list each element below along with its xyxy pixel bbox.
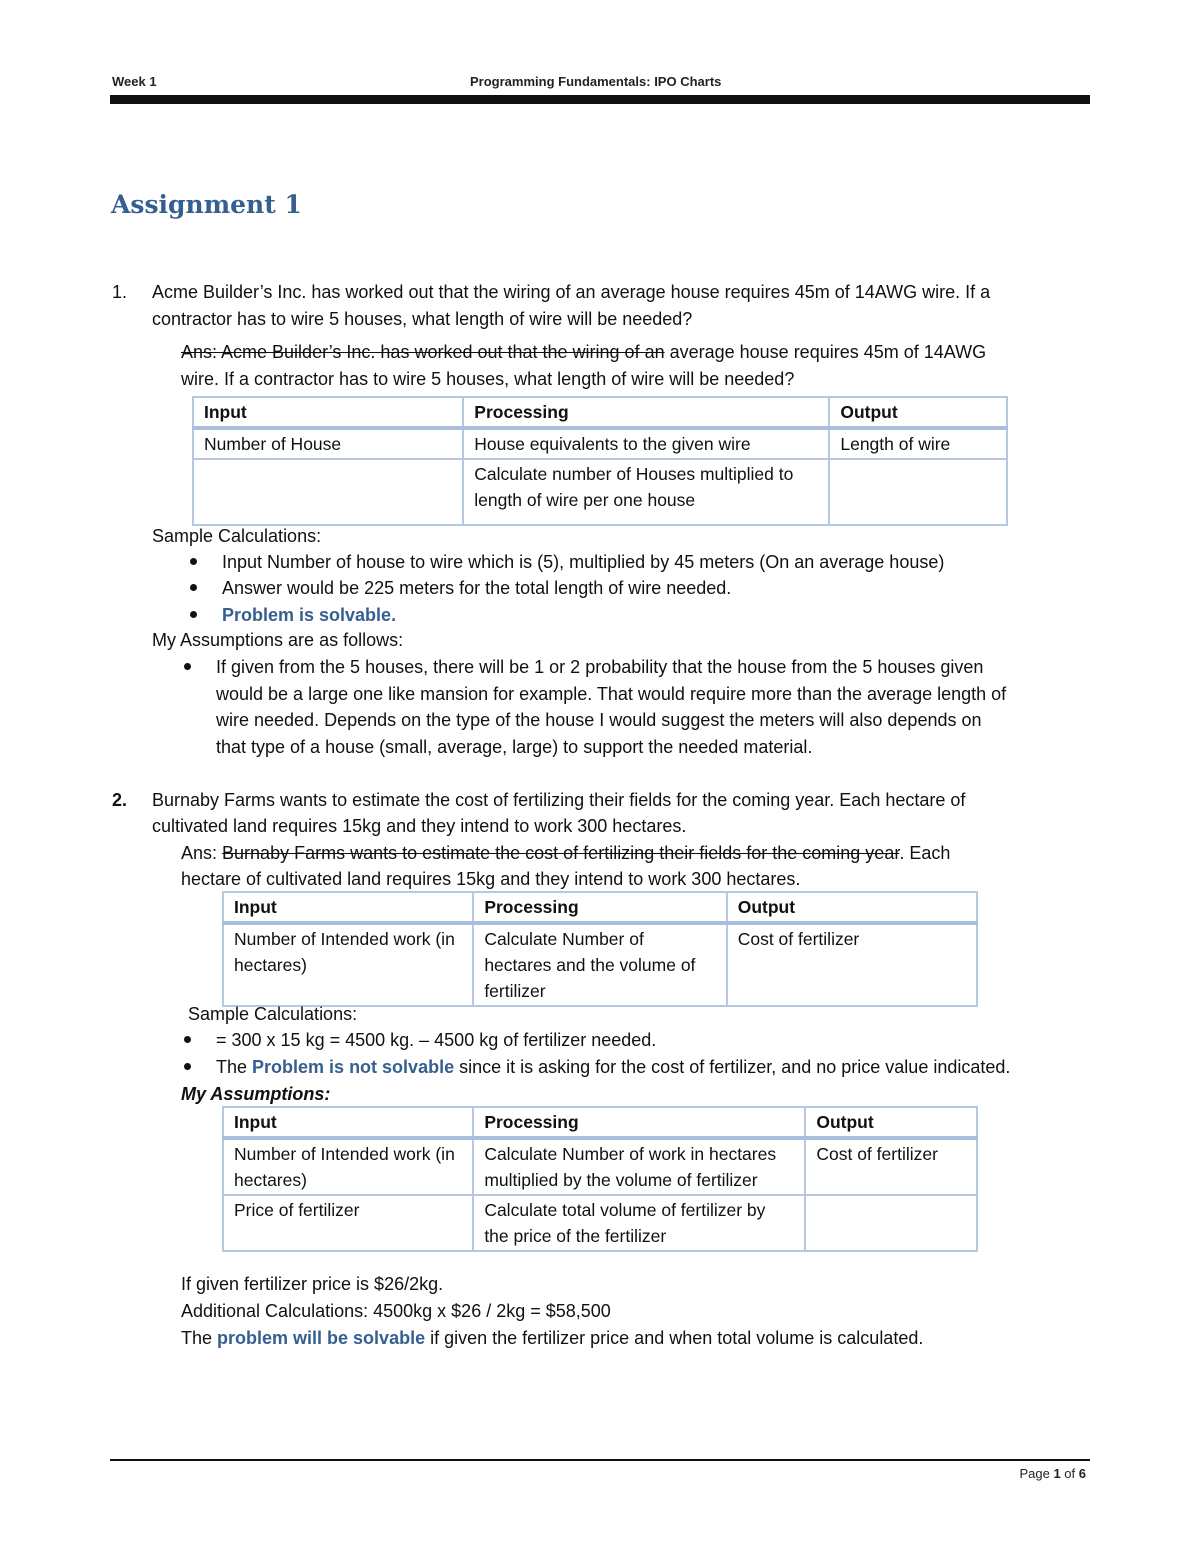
page-total: 6: [1078, 1466, 1086, 1481]
q1-assumption-line-4: that type of a house (small, average, large) to support the needed material.: [216, 737, 813, 757]
q2-bullet-2-highlight: Problem is not solvable: [252, 1057, 455, 1077]
question-2-answer-strikethrough: Burnaby Farms wants to estimate the cost of fertilizing their fields for the coming year: [222, 843, 900, 863]
bullet-icon: [190, 558, 197, 565]
table-cell: House equivalents to the given wire: [463, 428, 829, 459]
ipo-table-q2: [222, 891, 978, 1007]
table-cell: Number of House: [193, 428, 463, 459]
question-1-line-1: Acme Builder’s Inc. has worked out that the wiring of an average house requires 45m of 14AWG wire. If a: [152, 282, 991, 302]
q1-assumption-line-2: would be a large one like mansion for example. That would require more than the average length of: [216, 684, 1007, 704]
table-cell: Calculate number of Houses multiplied to length of wire per one house: [463, 459, 829, 525]
q1-bullet-3: Problem is solvable.: [222, 605, 397, 625]
header-rule: [110, 95, 1090, 104]
table-row: [193, 428, 1007, 459]
q1-assumption-line-1: If given from the 5 houses, there will be 1 or 2 probability that the house from the 5 houses given: [216, 657, 984, 677]
table-cell: [805, 1195, 977, 1251]
table-row: [193, 459, 1007, 525]
q2-additional-calculations: Additional Calculations: 4500kg x $26 / 2kg = $58,500: [181, 1301, 611, 1321]
question-2-line-2: cultivated land requires 15kg and they intend to work 300 hectares.: [152, 816, 687, 836]
table-header-input: Input: [223, 892, 473, 923]
page-title: Assignment 1: [111, 190, 302, 219]
q2-final-rest: if given the fertilizer price and when total volume is calculated.: [425, 1328, 924, 1348]
header-title: Programming Fundamentals: IPO Charts: [470, 74, 722, 89]
table-header-processing: Processing: [473, 892, 726, 923]
bullet-icon: [184, 1063, 191, 1070]
header-week: Week 1: [112, 74, 157, 89]
q2-price-line: If given fertilizer price is $26/2kg.: [181, 1274, 444, 1294]
question-1-answer-line-2: wire. If a contractor has to wire 5 houses, what length of wire will be needed?: [181, 369, 795, 389]
bullet-icon: [190, 611, 197, 618]
table-header-row: [223, 1107, 977, 1138]
table-cell: Calculate Number of hectares and the volume of fertilizer: [473, 923, 726, 1006]
q2-sample-label: Sample Calculations:: [188, 1004, 358, 1024]
q1-bullet-2: Answer would be 225 meters for the total length of wire needed.: [222, 578, 732, 598]
question-1-number: 1.: [112, 282, 128, 302]
q2-assumptions-label: My Assumptions:: [181, 1084, 331, 1104]
table-header-processing: Processing: [473, 1107, 805, 1138]
footer-rule: [110, 1459, 1090, 1461]
question-1-answer-rest: average house requires 45m of 14AWG: [664, 342, 987, 362]
q1-bullet-1: Input Number of house to wire which is (5), multiplied by 45 meters (On an average house): [222, 552, 945, 572]
table-header-processing: Processing: [463, 397, 829, 428]
bullet-icon: [190, 584, 197, 591]
question-2-answer-prefix: Ans:: [181, 843, 223, 863]
table-cell: Cost of fertilizer: [805, 1138, 977, 1195]
table-header-output: Output: [727, 892, 977, 923]
ipo-table-q1: [192, 396, 1008, 526]
question-1-answer-strikethrough: Ans: Acme Builder’s Inc. has worked out that the wiring of an: [181, 342, 665, 362]
table-row: [223, 923, 977, 1006]
table-cell: Number of Intended work (in hectares): [223, 923, 473, 1006]
table-header-input: Input: [223, 1107, 473, 1138]
ipo-table-q2-assumptions: [222, 1106, 978, 1252]
question-2-answer-rest: . Each: [899, 843, 951, 863]
table-cell: [829, 459, 1007, 525]
table-header-row: [193, 397, 1007, 428]
q1-assumptions-label: My Assumptions are as follows:: [152, 630, 404, 650]
question-2-line-1: Burnaby Farms wants to estimate the cost of fertilizing their fields for the coming year. Each hectare of: [152, 790, 966, 810]
bullet-icon: [184, 663, 191, 670]
table-row: [223, 1195, 977, 1251]
q1-sample-label: Sample Calculations:: [152, 526, 322, 546]
page-current: 1: [1053, 1466, 1061, 1481]
q2-final-highlight: problem will be solvable: [217, 1328, 426, 1348]
table-header-output: Output: [805, 1107, 977, 1138]
table-cell: Number of Intended work (in hectares): [223, 1138, 473, 1195]
question-1-line-2: contractor has to wire 5 houses, what length of wire will be needed?: [152, 309, 693, 329]
question-2-number: 2.: [112, 790, 128, 810]
question-2-answer-line-1: [181, 840, 950, 867]
table-header-row: [223, 892, 977, 923]
bullet-icon: [184, 1036, 191, 1043]
page-label: Page: [1019, 1466, 1054, 1481]
q2-bullet-2-rest: since it is asking for the cost of fertilizer, and no price value indicated.: [454, 1057, 1011, 1077]
table-header-output: Output: [829, 397, 1007, 428]
q2-final-prefix: The: [181, 1328, 218, 1348]
table-header-input: Input: [193, 397, 463, 428]
table-cell: Price of fertilizer: [223, 1195, 473, 1251]
q1-assumption-line-3: wire needed. Depends on the type of the house I would suggest the meters will also depends on: [216, 710, 982, 730]
table-cell: Length of wire: [829, 428, 1007, 459]
page-of-label: of: [1060, 1466, 1079, 1481]
table-row: [223, 1138, 977, 1195]
question-2-answer-line-2: hectare of cultivated land requires 15kg and they intend to work 300 hectares.: [181, 869, 801, 889]
table-cell: Cost of fertilizer: [727, 923, 977, 1006]
page-number: [1019, 1466, 1086, 1481]
q2-bullet-2: [216, 1054, 1010, 1081]
q2-final-statement: [181, 1325, 923, 1352]
table-cell: Calculate total volume of fertilizer by the price of the fertilizer: [473, 1195, 805, 1251]
table-cell: Calculate Number of work in hectares multiplied by the volume of fertilizer: [473, 1138, 805, 1195]
q2-bullet-1: = 300 x 15 kg = 4500 kg. – 4500 kg of fertilizer needed.: [216, 1030, 657, 1050]
q2-bullet-2-prefix: The: [216, 1057, 253, 1077]
question-1-answer-line-1: [181, 339, 986, 366]
table-cell: [193, 459, 463, 525]
